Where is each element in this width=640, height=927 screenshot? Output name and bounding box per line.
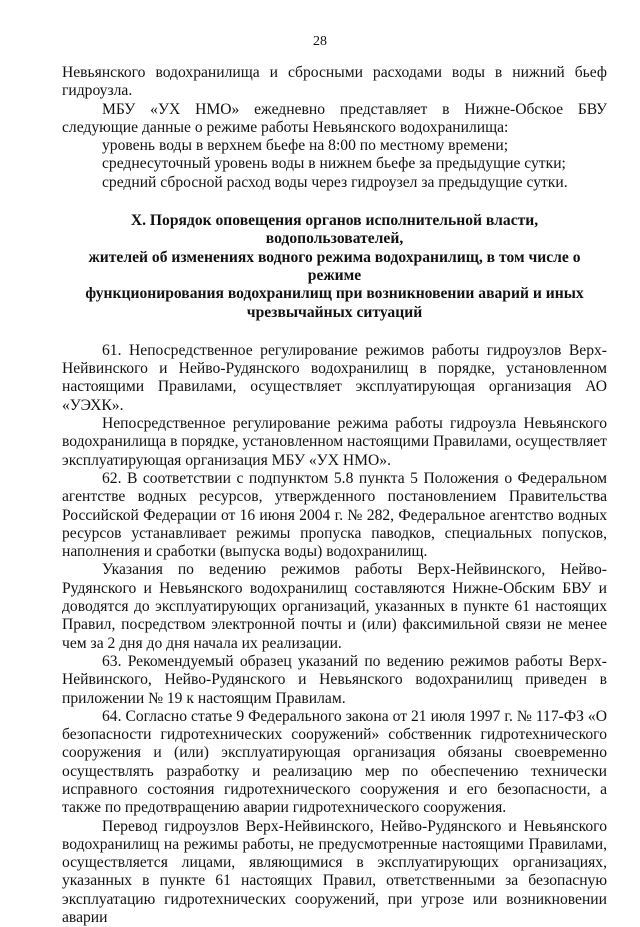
paragraph: Непосредственное регулирование режима работы гидроузла Невьянского водохранилища в порядке, установленном настоящими Правилами, осуществляет эксплуатирующая организация МБУ «УХ НМО». xyxy=(62,415,607,469)
section-heading-line: жителей об изменениях водного режима водохранилищ, в том числе о режиме xyxy=(88,248,581,284)
paragraph: Перевод гидроузлов Верх-Нейвинского, Нейво-Рудянского и Невьянского водохранилищ на режимы работы, не предусмотренные настоящими Правилами, осуществляется лицами, являющимися в эксплуатирующих организациях, указанных в пункте 61 настоящих Правил, ответственными за безопасную эксплуатацию гидротехнических сооружений, при угрозе или возникновении аварии xyxy=(62,817,607,927)
paragraph: МБУ «УХ НМО» ежедневно представляет в Нижне-Обское БВУ следующие данные о режиме работы Невьянского водохранилища: xyxy=(62,100,607,136)
section-heading xyxy=(62,212,607,322)
paragraph-64: 64. Согласно статье 9 Федерального закона от 21 июля 1997 г. № 117-ФЗ «О безопасности гидротехнических сооружений» собственник гидротехнического сооружения и (или) эксплуатирующая организация обязаны своевременно осуществлять разработку и реализацию мер по обеспечению технически исправного состояния гидротехнического сооружения и его безопасности, а также по предотвращению аварии гидротехнического сооружения. xyxy=(62,707,607,817)
document-body xyxy=(62,64,607,927)
paragraph-63: 63. Рекомендуемый образец указаний по ведению режимов работы Верх-Нейвинского, Нейво-Рудянского и Невьянского водохранилищ приведен в приложении № 19 к настоящим Правилам. xyxy=(62,652,607,707)
paragraph: Указания по ведению режимов работы Верх-Нейвинского, Нейво-Рудянского и Невьянского водохранилищ составляются Нижне-Обским БВУ и доводятся до эксплуатирующих организаций, указанных в пункте 61 настоящих Правил, посредством электронной почты и (или) факсимильной связи не менее чем за 2 дня до дня начала их реализации. xyxy=(62,561,607,652)
list-item: среднесуточный уровень воды в нижнем бьефе за предыдущие сутки; xyxy=(102,155,566,173)
page-number: 28 xyxy=(313,34,327,49)
paragraph: Невьянского водохранилища и сбросными расходами воды в нижний бьеф гидроузла. xyxy=(62,64,607,100)
section-heading-line: X. Порядок оповещения органов исполнительной власти, водопользователей, xyxy=(130,212,539,248)
list-item: уровень воды в верхнем бьефе на 8:00 по местному времени; xyxy=(102,137,509,155)
list-item: средний сбросной расход воды через гидроузел за предыдущие сутки. xyxy=(102,173,568,191)
section-heading-line: чрезвычайных ситуаций xyxy=(246,303,423,321)
paragraph-62: 62. В соответствии с подпунктом 5.8 пункта 5 Положения о Федеральном агентстве водных ресурсов, утвержденного постановлением Правительства Российской Федерации от 16 июня 2004 г. № 282, Федеральное агентство водных ресурсов устанавливает режимы пропуска паводков, специальных попусков, наполнения и сработки (выпуска воды) водохранилищ. xyxy=(62,469,607,561)
section-heading-line: функционирования водохранилищ при возникновении аварий и иных xyxy=(85,285,584,303)
paragraph-61: 61. Непосредственное регулирование режимов работы гидроузлов Верх-Нейвинского и Нейво-Рудянского водохранилищ в порядке, установленном настоящими Правилами, осуществляет эксплуатирующая организация АО «УЭХК». xyxy=(62,341,607,414)
